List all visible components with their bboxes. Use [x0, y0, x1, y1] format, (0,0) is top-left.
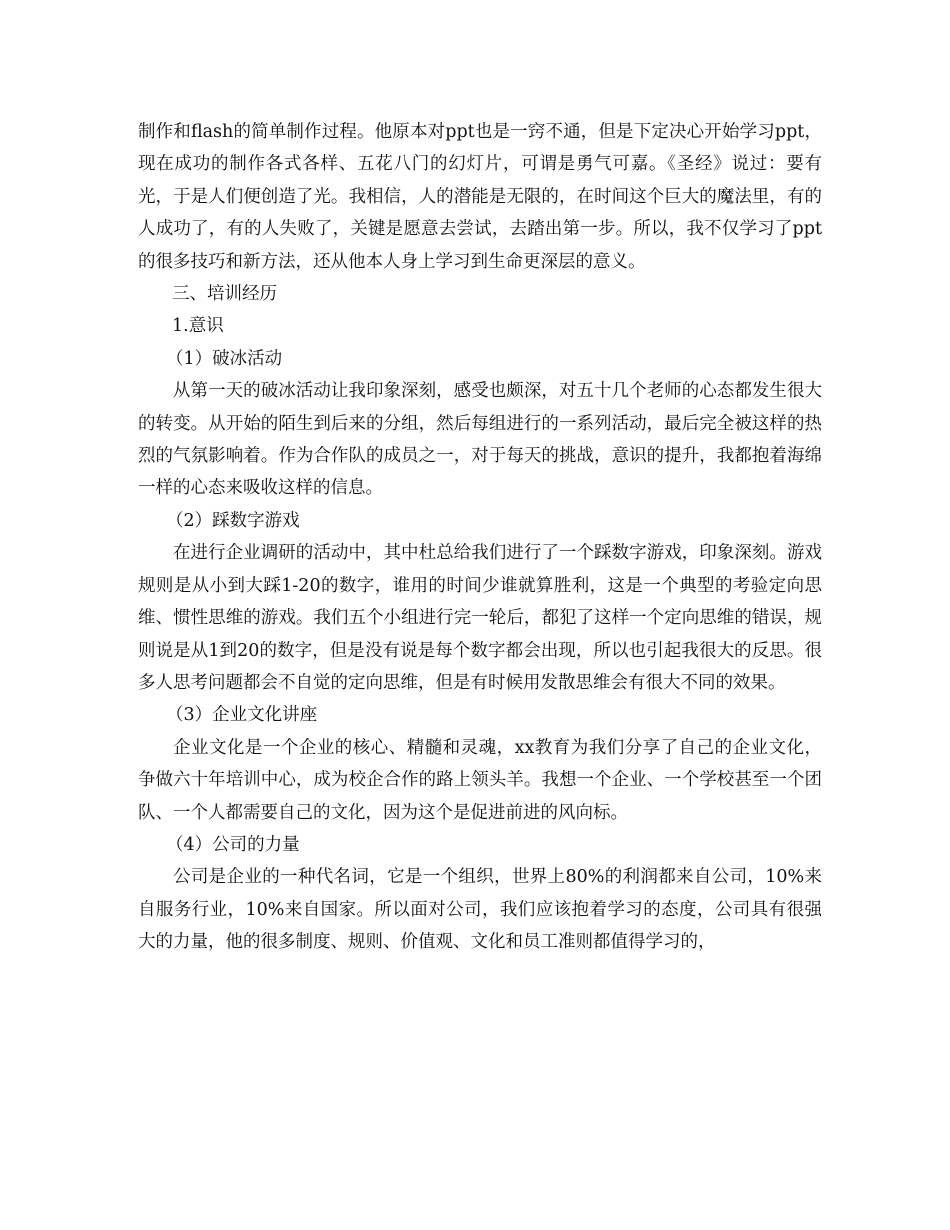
section-heading-training-experience: 三、培训经历	[172, 284, 277, 305]
paragraph-ppt-learning: 制作和flash的简单制作过程。他原本对ppt也是一窍不通，但是下定决心开始学习ppt，现在成功的制作各式各样、五花八门的幻灯片，可谓是勇气可嘉。《圣经》说过：要有光，于是人们便创造了光。我相信，人的潜能是无限的，在时间这个巨大的魔法里，有的人成功了，有的人失败了，关键是愿意去尝试，去踏出第一步。所以，我不仅学习了ppt的很多技巧和新方法，还从他本人身上学习到生命更深层的意义。	[138, 122, 822, 272]
paragraph-corporate-culture: 企业文化是一个企业的核心、精髓和灵魂，xx教育为我们分享了自己的企业文化，争做六十年培训中心，成为校企合作的路上领头羊。我想一个企业、一个学校甚至一个团队、一个人都需要自己的文化，因为这个是促进前进的风向标。	[138, 737, 822, 823]
paragraph-icebreaker: 从第一天的破冰活动让我印象深刻，感受也颇深，对五十几个老师的心态都发生很大的转变。从开始的陌生到后来的分组，然后每组进行的一系列活动，最后完全被这样的热烈的气氛影响着。作为合作队的成员之一，对于每天的挑战，意识的提升，我都抱着海绵一样的心态来吸收这样的信息。	[138, 381, 822, 499]
document-page	[138, 116, 822, 959]
item-heading-corporate-culture: （3）企业文化讲座	[166, 705, 318, 726]
paragraph-number-game: 在进行企业调研的活动中，其中杜总给我们进行了一个踩数字游戏，印象深刻。游戏规则是从小到大踩1-20的数字，谁用的时间少谁就算胜利，这是一个典型的考验定向思维、惯性思维的游戏。我们五个小组进行完一轮后，都犯了这样一个定向思维的错误，规则说是从1到20的数字，但是没有说是每个数字都会出现，所以也引起我很大的反思。很多人思考问题都会不自觉的定向思维，但是有时候用发散思维会有很大不同的效果。	[138, 543, 822, 693]
item-heading-icebreaker: （1）破冰活动	[166, 348, 283, 369]
subsection-heading-awareness: 1.意识	[172, 316, 224, 337]
item-heading-number-game: （2）踩数字游戏	[166, 510, 300, 531]
paragraph-company-power: 公司是企业的一种代名词，它是一个组织，世界上80%的利润都来自公司，10%来自服务行业，10%来自国家。所以面对公司，我们应该抱着学习的态度，公司具有很强大的力量，他的很多制度、规则、价值观、文化和员工准则都值得学习的，	[138, 867, 822, 953]
item-heading-company-power: （4）公司的力量	[166, 834, 300, 855]
